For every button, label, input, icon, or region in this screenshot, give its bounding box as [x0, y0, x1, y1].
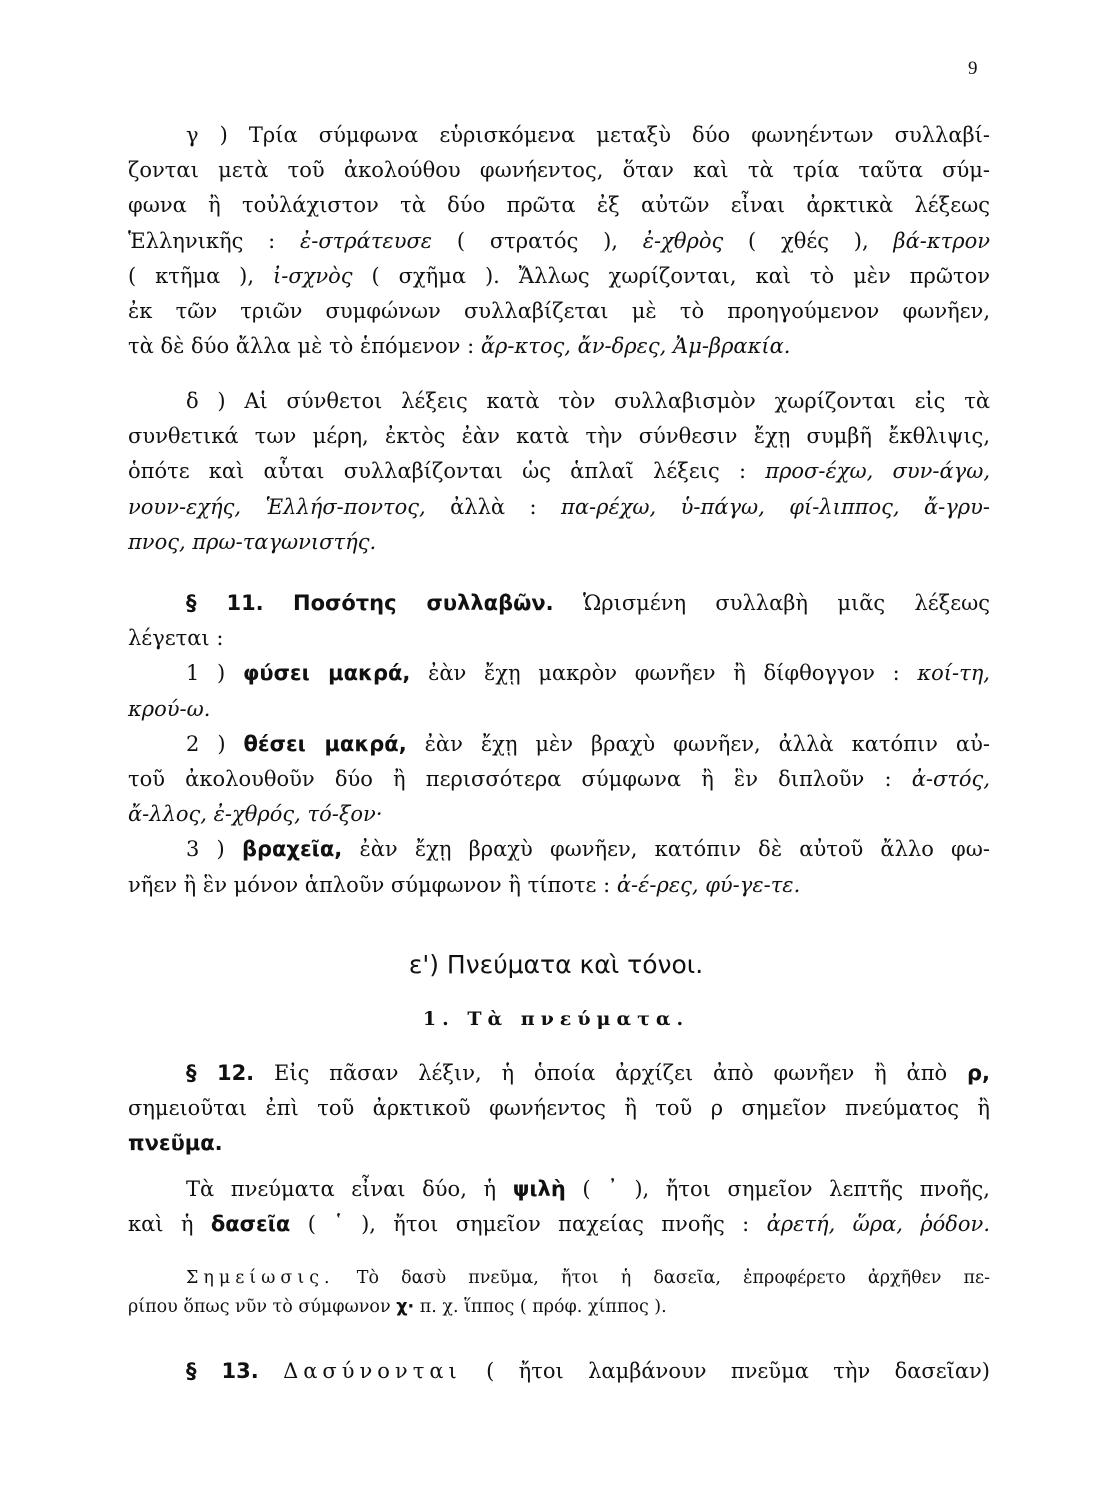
text-line	[128, 1207, 990, 1242]
text-span: νῆεν ἢ ἓν μόνον ἁπλοῦν σύμφωνον ἢ τίποτε :	[128, 872, 611, 897]
text-span: τοῦ ἀκολουθοῦν δύο ἢ περισσότερα σύμφωνα ἢ ἓν διπλοῦν :	[128, 767, 892, 792]
example-word: ἐ-χθρὸς	[642, 228, 724, 253]
text-span: ἐὰν ἔχῃ βραχὺ φωνῆεν, κατόπιν δὲ αὐτοῦ ἄλλο φω-	[359, 837, 990, 862]
text-line	[128, 1172, 990, 1207]
text-span: ( ἤτοι λαμβάνουν πνεῦμα τὴν δασεῖαν)	[486, 1359, 991, 1383]
example-word: ἐ-στράτευσε	[299, 228, 433, 253]
text-line	[128, 868, 990, 903]
page-number: 9	[968, 58, 978, 79]
note-line	[128, 1293, 990, 1322]
text-line: δ ) Αἱ σύνθετοι λέξεις κατὰ τὸν συλλαβισμὸν χωρίζονται εἰς τὰ	[186, 389, 990, 413]
term: φύσει μακρά,	[242, 661, 411, 686]
text-line: γ ) Τρία σύμφωνα εὑρισκόμενα μεταξὺ δύο φωνηέντων συλλαβί-	[186, 123, 990, 147]
subsection-heading: 1. Τὰ πνεύματα.	[422, 1008, 690, 1030]
section-11-heading-line	[128, 586, 990, 621]
text-span: ( ᾿ ), ἤτοι σημεῖον λεπτῆς πνοῆς,	[582, 1176, 990, 1201]
list-item-3	[128, 832, 990, 867]
text-line	[128, 259, 990, 294]
example-words: ἀ-έ-ρες, φύ-γε-τε.	[616, 872, 801, 897]
example-words: ἄρ-κτος, ἄν-δρες, Ἀμ-βρακία.	[480, 334, 791, 359]
note-line	[128, 1264, 990, 1293]
text-span: Τὸ δασὺ πνεῦμα, ἤτοι ἡ δασεῖα, ἐπροφέρετο ἀρχῆθεν πε-	[356, 1268, 990, 1288]
text-span: Τὰ πνεύματα εἶναι δύο, ἡ	[186, 1176, 497, 1201]
term: ρ,	[966, 1061, 990, 1085]
text-span: Εἰς πᾶσαν λέξιν, ἡ ὁποία ἀρχίζει ἀπὸ φωνῆεν ἢ ἀπὸ	[274, 1061, 948, 1085]
text-line: ζονται μετὰ τοῦ ἀκολούθου φωνήεντος, ὅταν καὶ τὰ τρία ταῦτα σύμ-	[128, 158, 990, 183]
example-words: προσ-έχω, συν-άγω,	[765, 459, 990, 484]
item-number: 2 )	[186, 731, 226, 756]
text-span: π. χ. ἵππος ( πρόφ. χίππος ).	[419, 1297, 667, 1317]
text-line	[128, 224, 990, 259]
section-number: § 13.	[186, 1359, 259, 1383]
section-12	[128, 1056, 990, 1242]
text-span: ( σχῆμα ). Ἄλλως χωρίζονται, καὶ τὸ μὲν πρῶτον	[371, 263, 990, 288]
example-words: ἀρετή, ὥρα, ῥόδον.	[766, 1211, 990, 1236]
section-number: § 11.	[186, 591, 264, 615]
example-word: ἀ-στός,	[911, 767, 990, 792]
text-span: ( στρατός ),	[456, 228, 618, 253]
section-heading: ε') Πνεύματα καὶ τόνοι.	[408, 950, 704, 979]
term: βραχεῖα,	[241, 837, 343, 862]
text-span: ρίπου ὅπως νῦν τὸ σύμφωνον	[128, 1297, 391, 1317]
text-line: φωνα ἢ τοὐλάχιστον τὰ δύο πρῶτα ἐξ αὐτῶν εἶναι ἀρκτικὰ λέξεως	[128, 193, 990, 218]
section-13	[128, 1354, 990, 1389]
note-label: Σημείωσις.	[186, 1268, 335, 1288]
term-line: πνεῦμα.	[128, 1131, 223, 1156]
text-span: ἀλλὰ :	[450, 494, 537, 519]
list-item-2	[128, 727, 990, 762]
text-span: τὰ δὲ δύο ἄλλα μὲ τὸ ἑπόμενον :	[128, 334, 475, 359]
section-11	[128, 586, 990, 903]
term: θέσει μακρά,	[243, 731, 407, 756]
example-word: βά-κτρον	[893, 228, 990, 253]
example-word: κοί-τη,	[917, 661, 990, 686]
section-title: Ποσότης συλλαβῶν.	[293, 591, 554, 615]
example-words: πα-ρέχω, ὑ-πάγω, φί-λιππος, ἄ-γρυ-	[561, 494, 990, 519]
list-item-1	[128, 656, 990, 691]
text-span: ὁπότε καὶ αὗται συλλαβίζονται ὡς ἁπλαῖ λέξεις :	[128, 459, 747, 484]
example-words: νουν-εχής, Ἑλλήσ-ποντος,	[128, 494, 426, 519]
text-line	[128, 762, 990, 797]
text-line	[128, 329, 990, 364]
section-title: Δασύνονται	[283, 1359, 462, 1383]
term: δασεῖα	[210, 1211, 291, 1236]
text-span: Ἑλληνικῆς :	[128, 228, 276, 253]
item-number: 1 )	[186, 661, 226, 686]
text-line	[128, 490, 990, 525]
text-span: ( ῾ ), ἤτοι σημεῖον παχείας πνοῆς :	[307, 1211, 750, 1236]
section-12-heading-line	[128, 1056, 990, 1091]
text-line: ἄ-λλος, ἐ-χθρός, τό-ξον·	[128, 802, 383, 827]
text-line: σημειοῦται ἐπὶ τοῦ ἀρκτικοῦ φωνήεντος ἢ τοῦ ρ σημεῖον πνεύματος ἢ	[128, 1096, 990, 1121]
text-span: ἐὰν ἔχῃ μακρὸν φωνῆεν ἢ δίφθογγον :	[428, 661, 900, 686]
text-line: κρού-ω.	[128, 696, 211, 721]
section-number: § 12.	[186, 1061, 255, 1085]
note	[128, 1264, 990, 1322]
text-line: λέγεται :	[128, 626, 224, 651]
paragraph-gamma	[128, 118, 990, 364]
example-word: ἰ-σχνὸς	[272, 263, 353, 288]
section-13-heading-line	[128, 1354, 990, 1389]
text-span: ( χθές ),	[748, 228, 869, 253]
item-number: 3 )	[186, 837, 225, 862]
text-line: ἐκ τῶν τριῶν συμφώνων συλλαβίζεται μὲ τὸ προηγούμενον φωνῆεν,	[128, 299, 990, 324]
paragraph-delta	[128, 384, 990, 560]
text-line: πνος, πρω-ταγωνιστής.	[128, 529, 377, 554]
term: χ·	[396, 1297, 415, 1317]
text-span: ( κτῆμα ),	[128, 263, 255, 288]
text-line	[128, 454, 990, 489]
term: ψιλὴ	[512, 1176, 566, 1201]
text-span: Ὡρισμένη συλλαβὴ μιᾶς λέξεως	[582, 591, 990, 615]
text-span: καὶ ἡ	[128, 1211, 194, 1236]
text-span: ἐὰν ἔχῃ μὲν βραχὺ φωνῆεν, ἀλλὰ κατόπιν αὐ-	[424, 731, 990, 756]
text-line: συνθετικά των μέρη, ἐκτὸς ἐὰν κατὰ τὴν σύνθεσιν ἔχῃ συμβῆ ἔκθλιψις,	[128, 424, 990, 449]
